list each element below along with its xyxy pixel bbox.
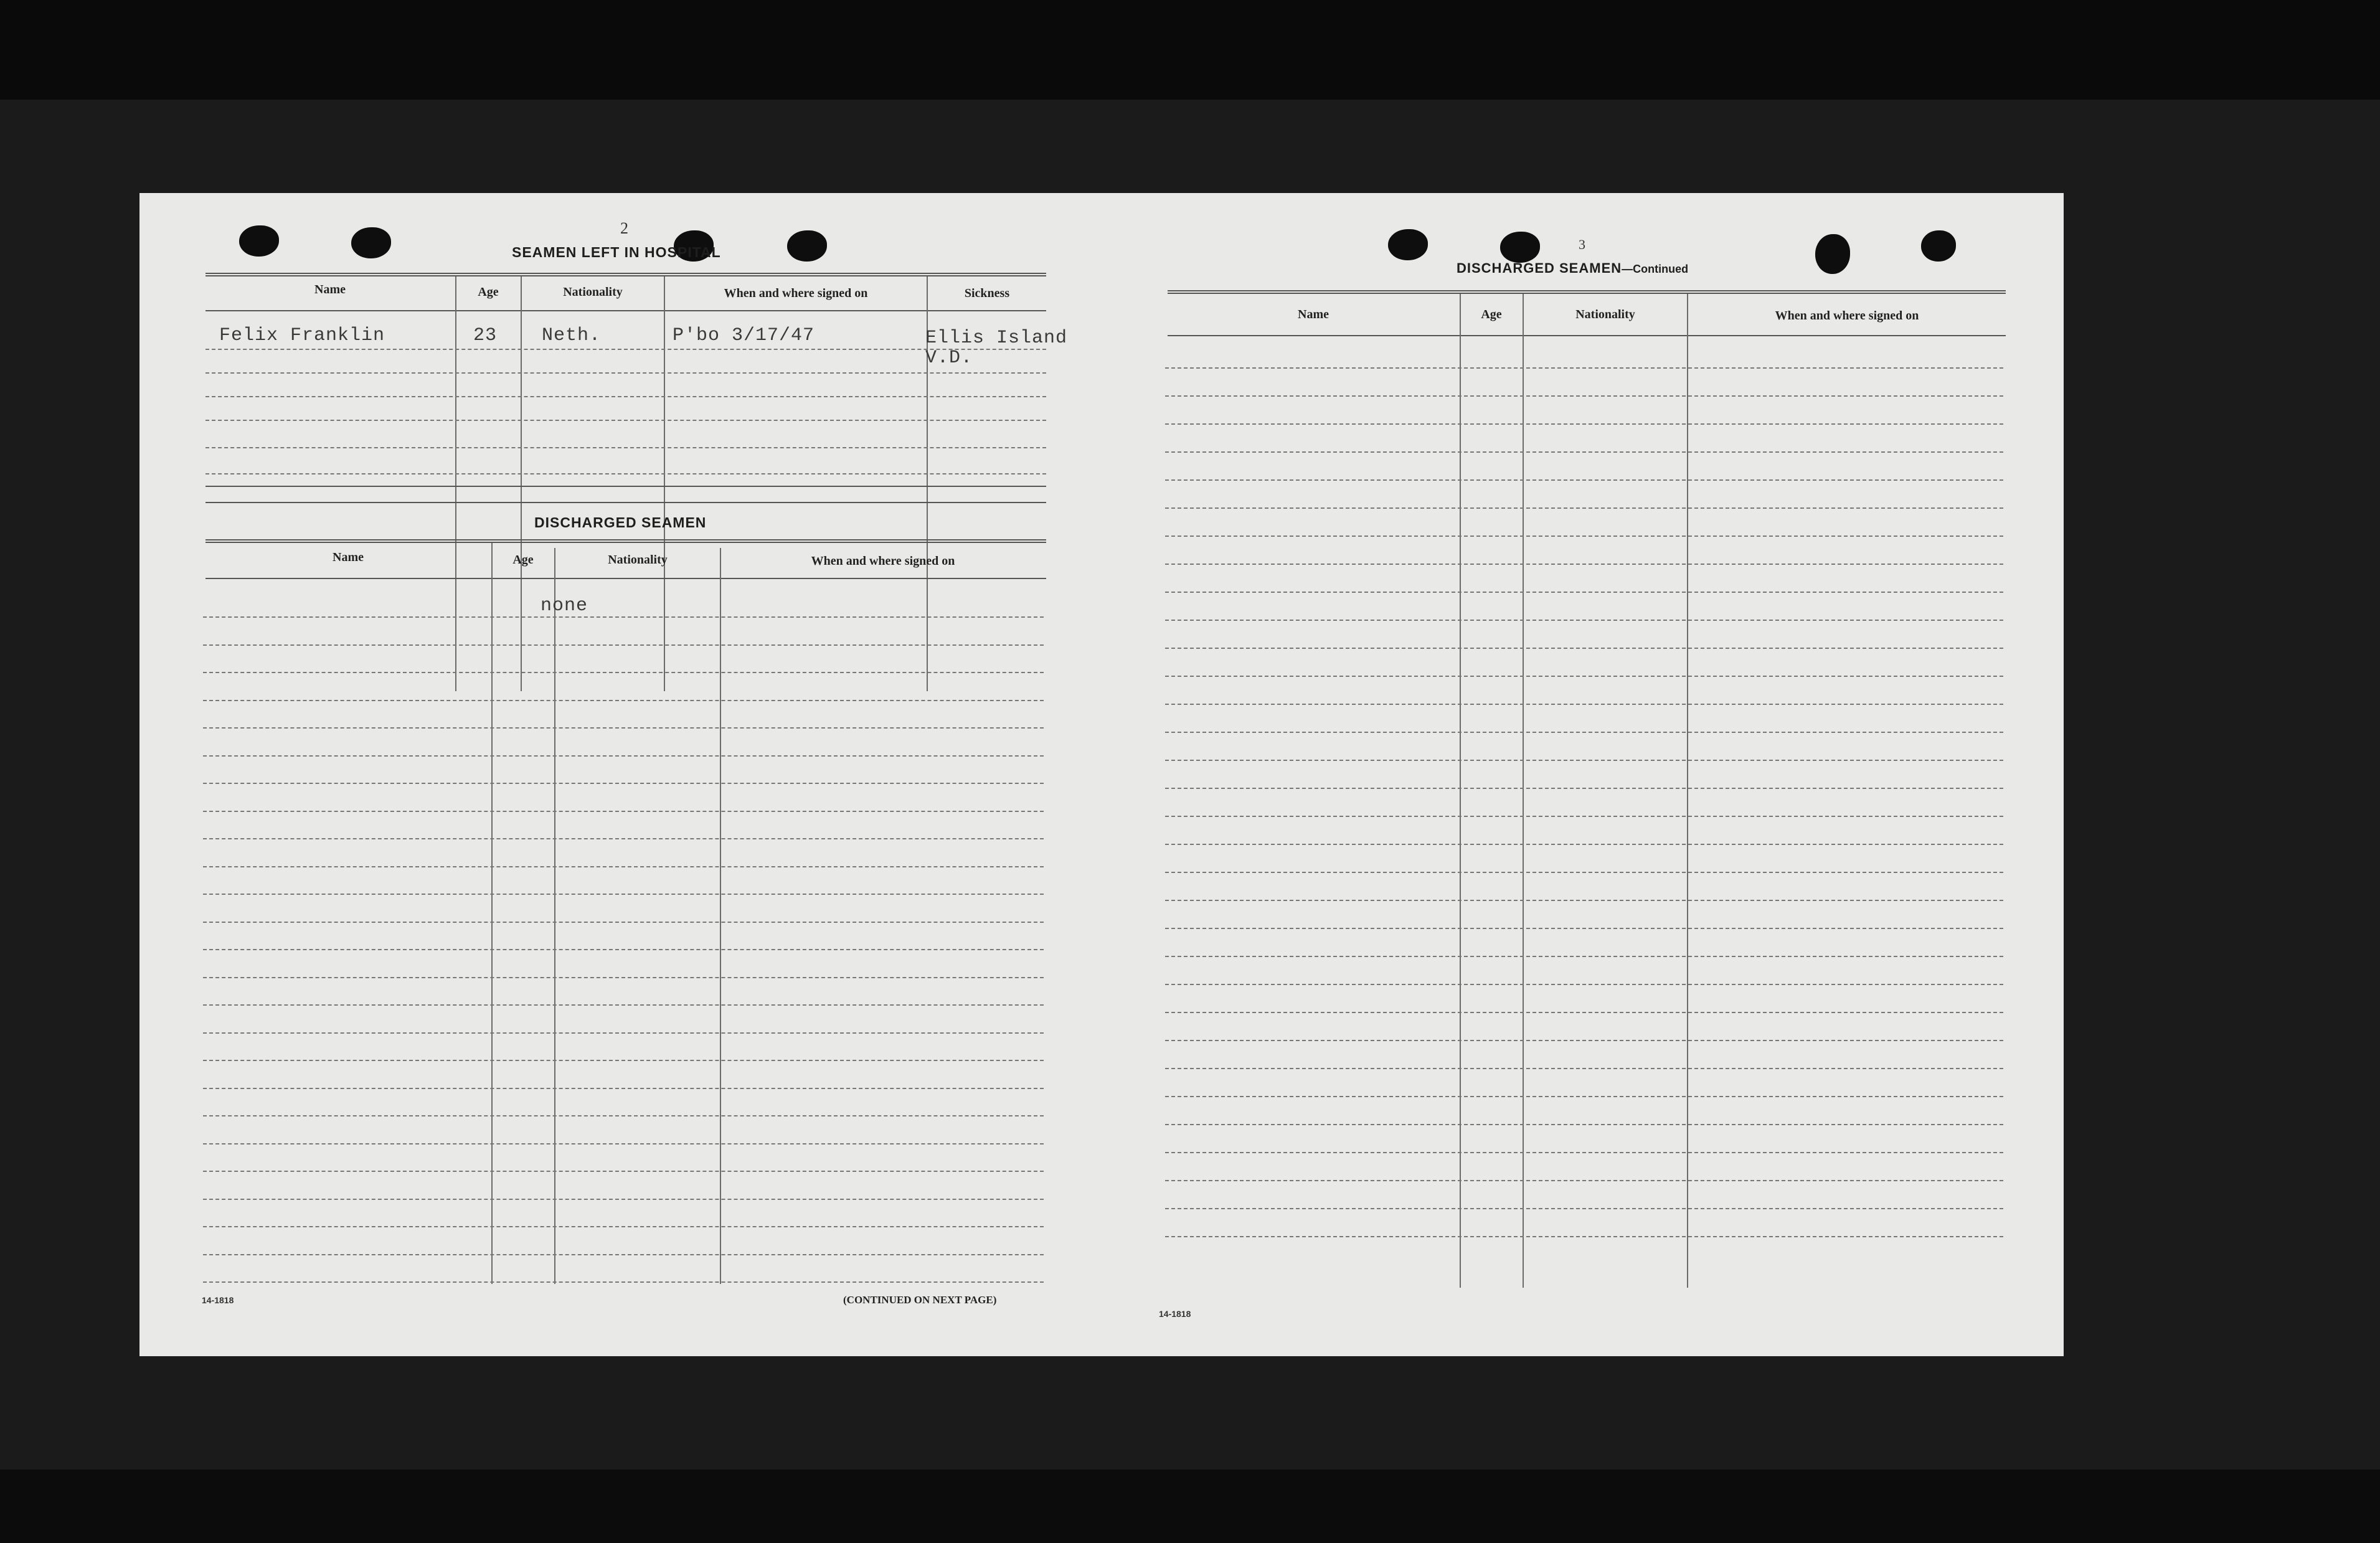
column-divider xyxy=(521,276,522,691)
row-line xyxy=(1165,1152,2003,1153)
row-line xyxy=(1165,479,2003,481)
col-header-signed-on: When and where signed on xyxy=(811,554,955,568)
row-line xyxy=(203,1032,1044,1034)
table-top-rule xyxy=(205,539,1046,543)
row-line xyxy=(1165,1180,2003,1181)
header-rule xyxy=(1168,335,2006,336)
row-line xyxy=(1165,1236,2003,1237)
row-line xyxy=(203,1143,1044,1144)
row-line xyxy=(203,1281,1044,1283)
row-line xyxy=(1165,451,2003,453)
row-line xyxy=(203,727,1044,729)
row-line xyxy=(1165,592,2003,593)
hospital-entry-sickness: Ellis Island xyxy=(925,328,1068,349)
punch-hole xyxy=(1815,234,1850,274)
row-line xyxy=(203,783,1044,784)
punch-hole xyxy=(239,225,279,257)
row-line xyxy=(1165,367,2003,369)
row-line xyxy=(1165,676,2003,677)
row-line xyxy=(1165,956,2003,957)
row-line xyxy=(205,349,1046,350)
row-line xyxy=(203,1088,1044,1089)
row-line xyxy=(203,866,1044,867)
row-line xyxy=(1165,984,2003,985)
row-line xyxy=(205,420,1046,421)
background-bottom xyxy=(0,1470,2380,1543)
col-header-age: Age xyxy=(512,553,534,567)
row-line xyxy=(203,838,1044,839)
background-top xyxy=(0,0,2380,100)
row-line xyxy=(203,1115,1044,1116)
hospital-entry-name: Felix Franklin xyxy=(219,325,385,346)
form-number: 14-1818 xyxy=(202,1295,234,1305)
row-line xyxy=(205,473,1046,474)
col-header-name: Name xyxy=(314,283,346,296)
row-line xyxy=(1165,1124,2003,1125)
row-line xyxy=(1165,788,2003,789)
row-line xyxy=(203,1171,1044,1172)
col-header-sickness: Sickness xyxy=(964,286,1010,300)
header-rule xyxy=(205,578,1046,579)
column-divider xyxy=(491,543,493,1284)
column-divider xyxy=(720,548,721,1284)
column-divider xyxy=(664,276,665,691)
table-top-rule xyxy=(1168,290,2006,294)
page-number: 3 xyxy=(1579,237,1585,252)
row-line xyxy=(203,1226,1044,1227)
row-line xyxy=(203,1254,1044,1255)
header-rule xyxy=(205,310,1046,311)
row-line xyxy=(203,616,1044,618)
section-rule xyxy=(205,502,1046,503)
column-divider xyxy=(554,548,555,1284)
row-line xyxy=(203,811,1044,812)
punch-hole xyxy=(351,227,391,258)
row-line xyxy=(203,894,1044,895)
col-header-nationality: Nationality xyxy=(563,285,623,299)
column-divider xyxy=(1523,294,1524,1288)
col-header-age: Age xyxy=(478,285,499,299)
col-header-name: Name xyxy=(1298,308,1329,321)
row-line xyxy=(1165,844,2003,845)
punch-hole xyxy=(787,230,827,262)
row-line xyxy=(1165,564,2003,565)
col-header-age: Age xyxy=(1481,308,1502,321)
right-page xyxy=(1102,193,2064,1356)
row-line xyxy=(1165,704,2003,705)
row-line xyxy=(203,949,1044,950)
row-line xyxy=(1165,648,2003,649)
row-line xyxy=(203,755,1044,757)
row-line xyxy=(203,977,1044,978)
row-line xyxy=(205,447,1046,448)
row-line xyxy=(1165,1096,2003,1097)
row-line xyxy=(1165,760,2003,761)
row-line xyxy=(203,922,1044,923)
punch-hole xyxy=(1388,229,1428,260)
row-line xyxy=(205,396,1046,397)
row-line xyxy=(1165,816,2003,817)
row-line xyxy=(1165,507,2003,509)
row-line xyxy=(1165,1208,2003,1209)
page-number: 2 xyxy=(620,219,628,237)
row-line xyxy=(203,644,1044,646)
col-header-name: Name xyxy=(333,550,364,564)
punch-hole xyxy=(1921,230,1956,262)
discharged-entry: none xyxy=(541,595,588,616)
left-page xyxy=(139,193,1102,1356)
row-line xyxy=(1165,536,2003,537)
row-line xyxy=(203,672,1044,673)
col-header-nationality: Nationality xyxy=(608,553,668,567)
document-sheet xyxy=(139,193,2064,1356)
col-header-signed-on: When and where signed on xyxy=(1775,309,1919,323)
hospital-entry-sickness-line2: V.D. xyxy=(925,347,973,369)
continued-footer: (CONTINUED ON NEXT PAGE) xyxy=(843,1294,997,1306)
column-divider xyxy=(455,276,456,691)
punch-hole xyxy=(1500,232,1540,263)
row-line xyxy=(1165,928,2003,929)
col-header-signed-on: When and where signed on xyxy=(724,286,868,300)
row-line xyxy=(1165,1040,2003,1041)
column-divider xyxy=(1687,294,1688,1288)
row-line xyxy=(1165,872,2003,873)
hospital-entry-signed-on: P'bo 3/17/47 xyxy=(673,325,815,346)
row-line xyxy=(1165,395,2003,397)
hospital-section-title: SEAMEN LEFT IN HOSPITAL xyxy=(512,244,721,260)
col-header-nationality: Nationality xyxy=(1575,308,1635,321)
row-line xyxy=(203,1004,1044,1006)
row-line xyxy=(1165,900,2003,901)
row-line xyxy=(203,700,1044,701)
column-divider xyxy=(1460,294,1461,1288)
table-bottom-rule xyxy=(205,486,1046,487)
right-section-title: DISCHARGED SEAMEN—Continued xyxy=(1457,260,1689,276)
discharged-section-title: DISCHARGED SEAMEN xyxy=(534,514,707,531)
row-line xyxy=(203,1199,1044,1200)
row-line xyxy=(1165,423,2003,425)
form-number: 14-1818 xyxy=(1159,1309,1191,1319)
row-line xyxy=(1165,1012,2003,1013)
hospital-entry-age: 23 xyxy=(473,325,498,346)
table-top-rule xyxy=(205,273,1046,276)
row-line xyxy=(1165,1068,2003,1069)
row-line xyxy=(203,1060,1044,1061)
row-line xyxy=(1165,620,2003,621)
row-line xyxy=(1165,732,2003,733)
row-line xyxy=(205,372,1046,374)
hospital-entry-nationality: Neth. xyxy=(542,325,602,346)
